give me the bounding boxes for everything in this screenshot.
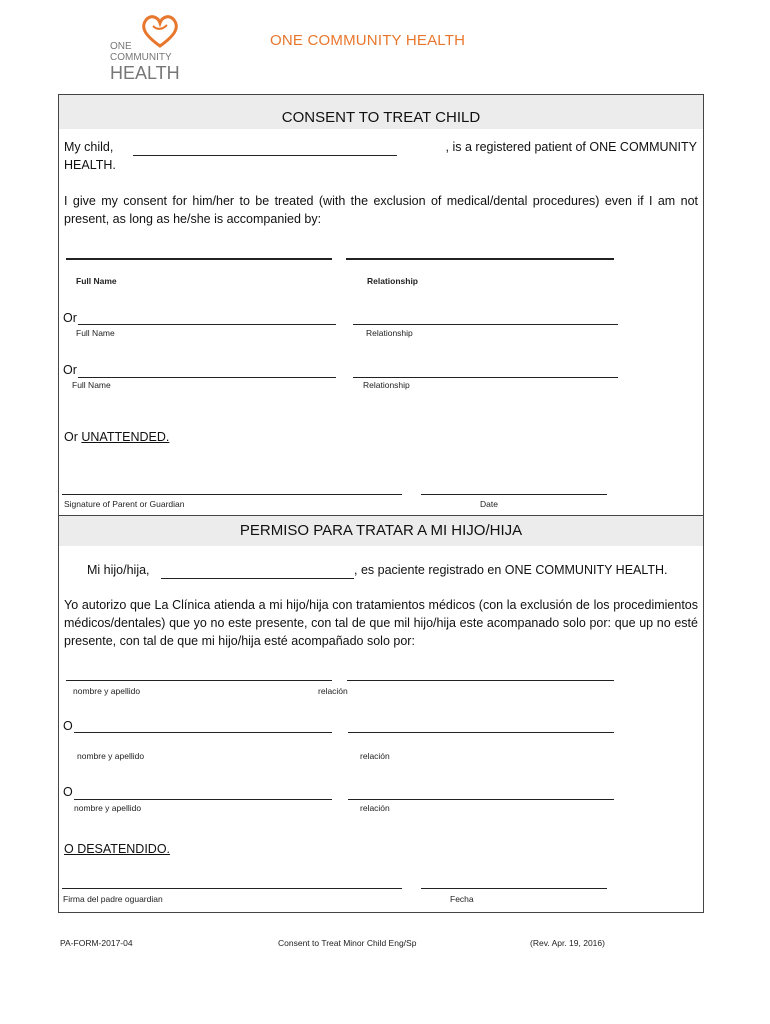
full-name-line-1[interactable] bbox=[66, 258, 332, 260]
fecha-line[interactable] bbox=[421, 888, 607, 889]
child-name-line[interactable] bbox=[133, 155, 397, 156]
footer-form-title: Consent to Treat Minor Child Eng/Sp bbox=[278, 938, 417, 948]
relacion-label-1: relación bbox=[318, 686, 348, 696]
full-name-label-3: Full Name bbox=[72, 380, 111, 390]
logo bbox=[108, 14, 198, 84]
logo-line-health: HEALTH bbox=[110, 63, 180, 83]
relationship-label-3: Relationship bbox=[363, 380, 410, 390]
org-title: ONE COMMUNITY HEALTH bbox=[270, 32, 466, 49]
nombre-label-1: nombre y apellido bbox=[73, 686, 141, 696]
full-name-line-2[interactable] bbox=[78, 324, 336, 325]
spanish-consent-text: Yo autorizo que La Clínica atienda a mi hijo/hija con tratamientos médicos (con la exclusión de los procedimientos médicos/dentales) que yo no este presente, con tal de que mil hijo/hija este acompanado solo por: que up no esté presente, con tal de que mi hijo/hija esté acompañado solo por: bbox=[64, 598, 698, 648]
relacion-label-2: relación bbox=[360, 751, 390, 761]
unattended-label: UNATTENDED. bbox=[81, 430, 170, 444]
firma-line[interactable] bbox=[62, 888, 402, 889]
relationship-label-2: Relationship bbox=[366, 328, 413, 338]
relacion-line-2[interactable] bbox=[348, 732, 614, 733]
o-label-1: O bbox=[63, 719, 73, 733]
english-header: CONSENT TO TREAT CHILD bbox=[59, 95, 703, 129]
english-consent-text: I give my consent for him/her to be treated (with the exclusion of medical/dental procedures) even if I am not present, as long as he/she is accompanied by: bbox=[64, 194, 698, 226]
or-label-1: Or bbox=[63, 311, 77, 325]
unattended-prefix: Or bbox=[64, 430, 78, 444]
desatendido-label: O DESATENDIDO. bbox=[64, 842, 171, 856]
english-child-suffix: , is a registered patient of ONE COMMUNITY bbox=[445, 140, 697, 154]
nombre-line-1[interactable] bbox=[66, 680, 332, 681]
signature-line[interactable] bbox=[62, 494, 402, 495]
heart-logo-icon bbox=[140, 14, 180, 48]
desatendido-option[interactable] bbox=[64, 842, 170, 856]
english-section bbox=[58, 94, 704, 517]
relacion-label-3: relación bbox=[360, 803, 390, 813]
nombre-label-3: nombre y apellido bbox=[74, 803, 142, 813]
full-name-line-3[interactable] bbox=[78, 377, 336, 378]
full-name-label-1: Full Name bbox=[76, 276, 117, 286]
relationship-line-1[interactable] bbox=[346, 258, 614, 260]
full-name-label-2: Full Name bbox=[76, 328, 115, 338]
relationship-line-3[interactable] bbox=[353, 377, 618, 378]
relacion-line-3[interactable] bbox=[348, 799, 614, 800]
footer-form-id: PA-FORM-2017-04 bbox=[60, 938, 133, 948]
signature-label: Signature of Parent or Guardian bbox=[64, 499, 185, 509]
relationship-line-2[interactable] bbox=[353, 324, 618, 325]
unattended-option[interactable] bbox=[64, 430, 169, 444]
nombre-line-3[interactable] bbox=[74, 799, 332, 800]
date-label: Date bbox=[480, 499, 498, 509]
date-line[interactable] bbox=[421, 494, 607, 495]
spanish-header: PERMISO PARA TRATAR A MI HIJO/HIJA bbox=[59, 516, 703, 546]
firma-label: Firma del padre oguardian bbox=[63, 894, 163, 904]
fecha-label: Fecha bbox=[450, 894, 474, 904]
english-child-prefix: My child, bbox=[64, 140, 114, 154]
hijo-name-line[interactable] bbox=[161, 578, 354, 579]
english-child-suffix2: HEALTH. bbox=[64, 158, 116, 172]
or-label-2: Or bbox=[63, 363, 77, 377]
nombre-line-2[interactable] bbox=[74, 732, 332, 733]
spanish-child-prefix: Mi hijo/hija, bbox=[87, 563, 150, 577]
o-label-2: O bbox=[63, 785, 73, 799]
nombre-label-2: nombre y apellido bbox=[77, 751, 145, 761]
logo-line-community: COMMUNITY bbox=[110, 52, 172, 63]
spanish-child-suffix: , es paciente registrado en ONE COMMUNITY HEALTH. bbox=[354, 563, 668, 577]
logo-line-one: ONE bbox=[110, 41, 132, 52]
relacion-line-1[interactable] bbox=[347, 680, 614, 681]
footer-revision: (Rev. Apr. 19, 2016) bbox=[530, 938, 605, 948]
relationship-label-1: Relationship bbox=[367, 276, 419, 286]
